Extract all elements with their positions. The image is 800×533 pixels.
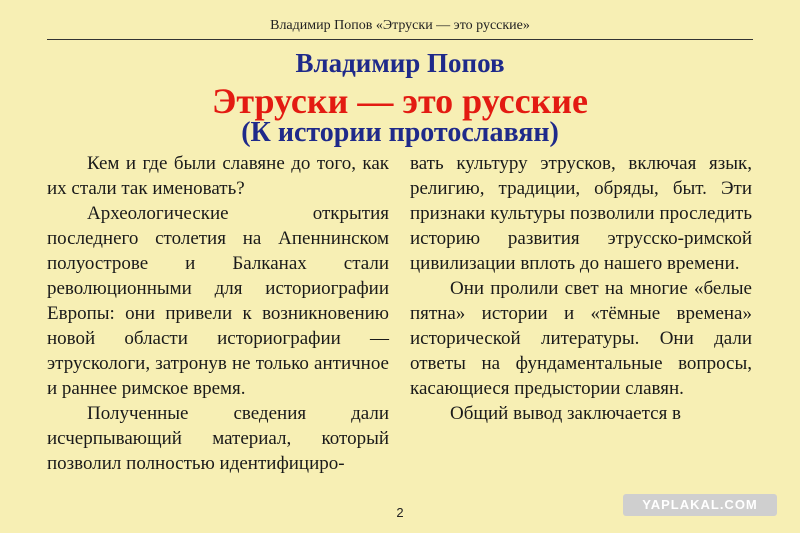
right-column <box>410 151 752 426</box>
paragraph: Они пролили свет на многие «белые пятна» истории и «тёмные времена» исторической литературы. Они дали ответы на фундаментальные вопросы, касающиеся предыстории славян. <box>410 278 752 399</box>
left-column <box>47 151 389 476</box>
paragraph-continuation: вать культуру этрусков, включая язык, религию, традиции, обряды, быт. Эти признаки культуры позволили проследить историю развития этрусско-римской цивилизации вплоть до нашего времени. <box>410 153 752 274</box>
paragraph: Археологические открытия последнего столетия на Апеннинском полуострове и Балканах стали революционными для историографии Европы: они привели к возникновению новой области историографии — этрускологи, затронув не только античное и раннее римское время. <box>47 203 389 399</box>
paragraph: Кем и где были славяне до того, как их стали так именовать? <box>47 153 389 199</box>
page-number: 2 <box>396 505 404 520</box>
running-header: Владимир Попов «Этруски — это русские» <box>270 18 530 33</box>
paragraph: Полученные сведения дали исчерпывающий материал, который позволил полностью идентифициро- <box>47 403 389 474</box>
header-rule <box>47 39 753 40</box>
book-title: Этруски — это русские <box>211 81 589 121</box>
author-name: Владимир Попов <box>295 48 505 78</box>
watermark-logo: YAPLAKAL.COM <box>623 494 777 516</box>
book-subtitle: (К истории протославян) <box>241 117 559 148</box>
paragraph: Общий вывод заключается в <box>450 403 682 424</box>
